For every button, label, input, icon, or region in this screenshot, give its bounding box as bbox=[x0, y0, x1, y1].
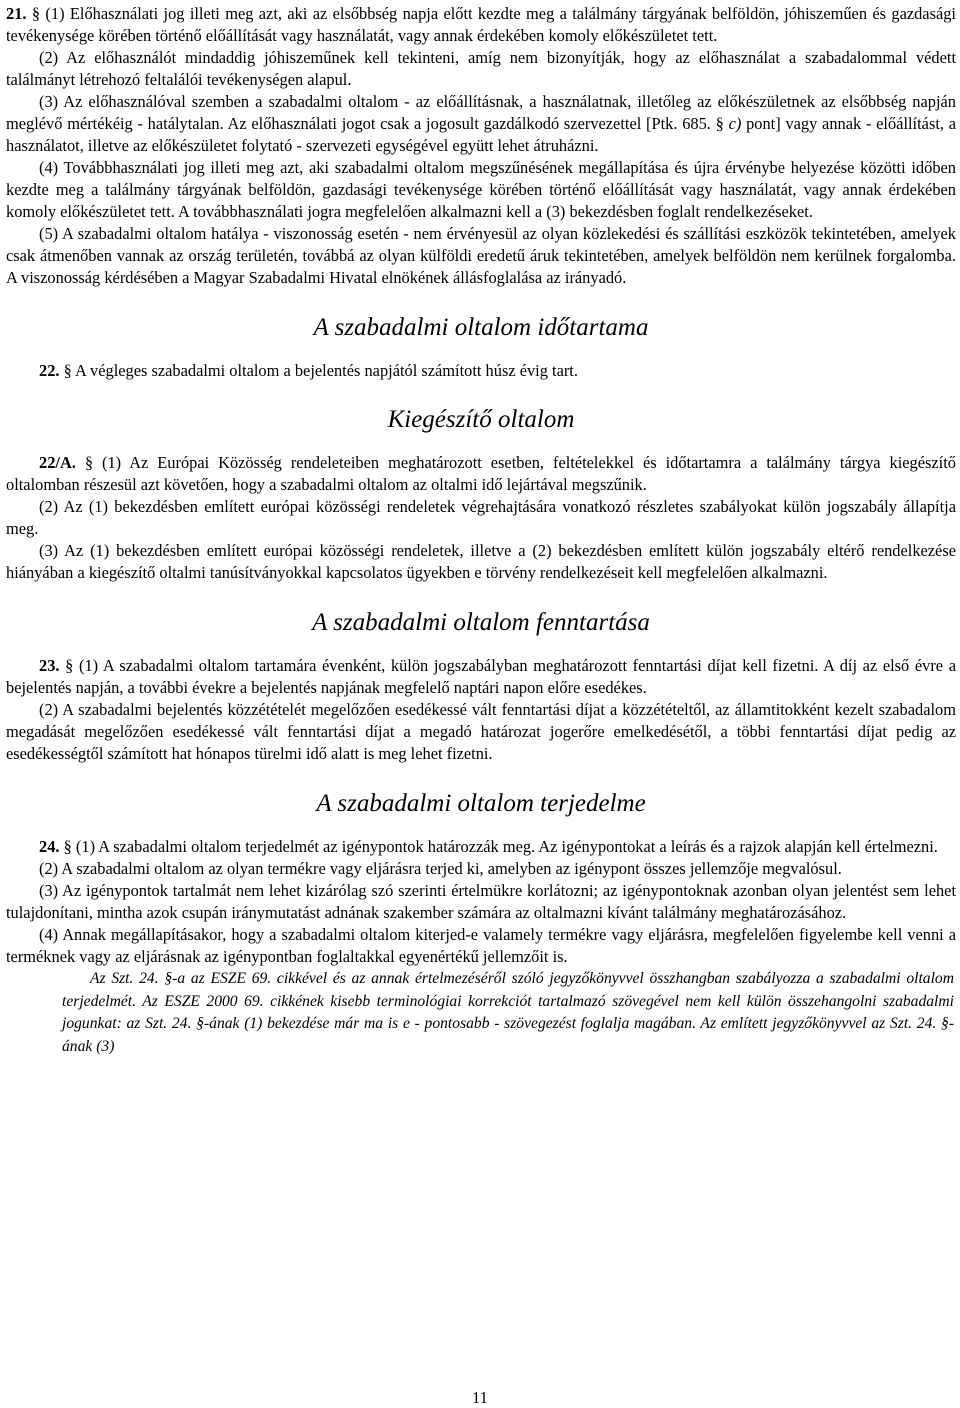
section-number: 22. bbox=[39, 361, 60, 380]
section-symbol: § bbox=[65, 656, 74, 675]
section-heading: Kiegészítő oltalom bbox=[387, 406, 575, 433]
section-symbol: § bbox=[31, 4, 41, 23]
section-symbol: § bbox=[63, 361, 72, 380]
section-number: 22/A. bbox=[39, 453, 76, 472]
paragraph-text: Az előhasználati jogot csak a jogosult gazdálkodó szervezettel [Ptk. 685. bbox=[223, 114, 716, 133]
sec21-paragraph-1 bbox=[6, 3, 956, 47]
explanatory-note bbox=[6, 968, 956, 1058]
sec24-paragraph-3: (3) Az igénypontok tartalmát nem lehet kizárólag szó szerinti értelmükre korlátozni; az igénypontoknak azonban olyan jelentést sem lehet tulajdonítani, mintha azok csupán iránymutatást adnának szakember számára az oltalmazni kívánt találmány meghatározásához. bbox=[6, 881, 956, 922]
page-number: 11 bbox=[472, 1388, 488, 1407]
paragraph-text: (1) Az Európai Közösség rendeleteiben meghatározott esetben, feltételekkel és időtartamra a találmány tárgya kiegészítő oltalomban részesül azt követően, hogy a szabadalmi oltalom az oltalmi idő lejártával megszűnik. bbox=[6, 453, 956, 494]
section-symbol: § bbox=[63, 837, 72, 856]
section-heading: A szabadalmi oltalom időtartama bbox=[313, 314, 649, 341]
note-text: -a az ESZE 69. cikkével és az annak értelmezéséről szóló jegyzőkönyvvel összhangban szabályozza a szabadalmi oltalom terjedelmét. Az ESZE 2000 69. cikkének kisebb terminológiai korrekciót tartalmazó szövegével nem kell külön összehangolni szabadalmi jogunkat: az Szt. 24. bbox=[62, 970, 954, 1032]
paragraph-text: (1) A szabadalmi oltalom terjedelmét az igénypontok határozzák meg. Az igénypontokat a leírás és a rajzok alapján kell értelmezni. bbox=[71, 837, 938, 856]
sec24-paragraph-2: (2) A szabadalmi oltalom az olyan termékre vagy eljárásra terjed ki, amelyben az igénypont összes jellemzője megvalósul. bbox=[39, 859, 842, 878]
paragraph-text: (1) Előhasználati jog illeti meg azt, aki az elsőbbség napja előtt kezdte meg a találmány tárgyának belföldön, jóhiszeműen és gazdasági tevékenysége körében történő előállítását vagy használatát, vagy annak érdekében komoly előkészületet tett. bbox=[6, 4, 956, 45]
sec21-paragraph-5: (5) A szabadalmi oltalom hatálya - viszonosság esetén - nem érvényesül az olyan közlekedési és szállítási eszközök tekintetében, amelyek csak átmenőben vannak az ország területén, továbbá az olyan külföldi eredetű áruk tekintetében, amelyek belföldön nem kerülnek forgalomba. A viszonosság kérdésében a Magyar Szabadalmi Hivatal elnökének állásfoglalása az irányadó. bbox=[6, 224, 956, 287]
section-number: 24. bbox=[39, 837, 60, 856]
note-text: -ának (1) bekezdése már ma is e - pontosabb - szövegezést foglalja magában. Az említett jegyzőkönyvvel az Szt. 24. bbox=[203, 1015, 942, 1032]
sec23-paragraph-2: (2) A szabadalmi bejelentés közzétételét megelőzően esedékessé vált fenntartási díjat a közzétételtől, az államtitokként kezelt szabadalom megadását megelőzően esedékessé vált fenntartási díjat a megadó határozat jogerőre emelkedésétől, a többi fenntartási díjat pedig az esedékességtől számított hat hónapos türelmi idő alatt is meg lehet fizetni. bbox=[6, 700, 956, 763]
section-symbol: § bbox=[164, 970, 173, 987]
sec22a-paragraph-2: (2) Az (1) bekezdésben említett európai közösségi rendeletek végrehajtására vonatkozó részletes szabályokat külön jogszabály állapítja meg. bbox=[6, 497, 956, 538]
sec22a-paragraph-3: (3) Az (1) bekezdésben említett európai közösségi rendeletek, illetve a (2) bekezdésben említett külön jogszabály eltérő rendelkezése hiányában a kiegészítő oltalmi tanúsítványokkal kapcsolatos ügyekben e törvény rendelkezéseit kell megfelelően alkalmazni. bbox=[6, 541, 956, 582]
sec22a-paragraph-1 bbox=[6, 452, 956, 496]
section-number: 23. bbox=[39, 656, 60, 675]
section-symbol: § bbox=[84, 453, 94, 472]
paragraph-text: pont] vagy annak - előállítást, a használatot, illetve az előkészületet folytató - szervezeti egységével együtt lehet átruházni. bbox=[6, 114, 957, 155]
sec24-paragraph-4: (4) Annak megállapításakor, hogy a szabadalmi oltalom kiterjed-e valamely termékre vagy eljárásra, megfelelően figyelembe kell venni a terméknek vagy az eljárásnak az igénypontban foglaltakkal egyenértékű jellemzőit is. bbox=[6, 925, 956, 966]
section-number: 21. bbox=[6, 4, 27, 23]
section-heading: A szabadalmi oltalom terjedelme bbox=[316, 790, 646, 817]
document-page bbox=[6, 0, 956, 1058]
section-symbol: § bbox=[196, 1015, 204, 1032]
section-symbol: § bbox=[715, 114, 724, 133]
note-text: -ának (3) bbox=[62, 1015, 955, 1055]
paragraph-text: (3) Az előhasználóval szemben a szabadalmi oltalom - az előállításnak, a használatnak, illetőleg az előkészületnek az elsőbbség napján meglévő mértékéig - hatálytalan. bbox=[6, 92, 956, 133]
sec24-paragraph-1 bbox=[6, 836, 956, 858]
sec21-paragraph-4: (4) Továbbhasználati jog illeti meg azt, aki szabadalmi oltalom megszűnésének megállapítása és újra érvénybe helyezése közötti időben kezdte meg a találmány tárgyának belföldön, gazdasági tevékenysége körében történő előállítását vagy használatát, vagy annak érdekében komoly előkészületet tett. A továbbhasználati jogra megfelelően alkalmazni kell a (3) bekezdésben foglalt rendelkezéseket. bbox=[6, 158, 956, 221]
section-heading: A szabadalmi oltalom fenntartása bbox=[312, 609, 650, 636]
sec21-paragraph-3 bbox=[6, 91, 956, 157]
sec23-paragraph-1 bbox=[6, 655, 956, 699]
note-text: Az Szt. 24. bbox=[90, 970, 165, 987]
sec22-paragraph bbox=[6, 360, 956, 382]
point-label: c) bbox=[723, 114, 742, 133]
sec21-paragraph-2: (2) Az előhasználót mindaddig jóhiszeműnek kell tekinteni, amíg nem bizonyítják, hogy az előhasználat a szabadalommal védett találmányt létrehozó feltalálói tevékenységen alapul. bbox=[6, 48, 956, 89]
paragraph-text: (1) A szabadalmi oltalom tartamára évenként, külön jogszabályban meghatározott fenntartási díjat kell fizetni. A díj az első évre a bejelentés napján, a további évekre a bejelentés napjának megfelelő naptári napon előre esedékes. bbox=[6, 656, 956, 697]
paragraph-text: A végleges szabadalmi oltalom a bejelentés napjától számított húsz évig tart. bbox=[71, 361, 578, 380]
section-symbol: § bbox=[941, 1015, 949, 1032]
